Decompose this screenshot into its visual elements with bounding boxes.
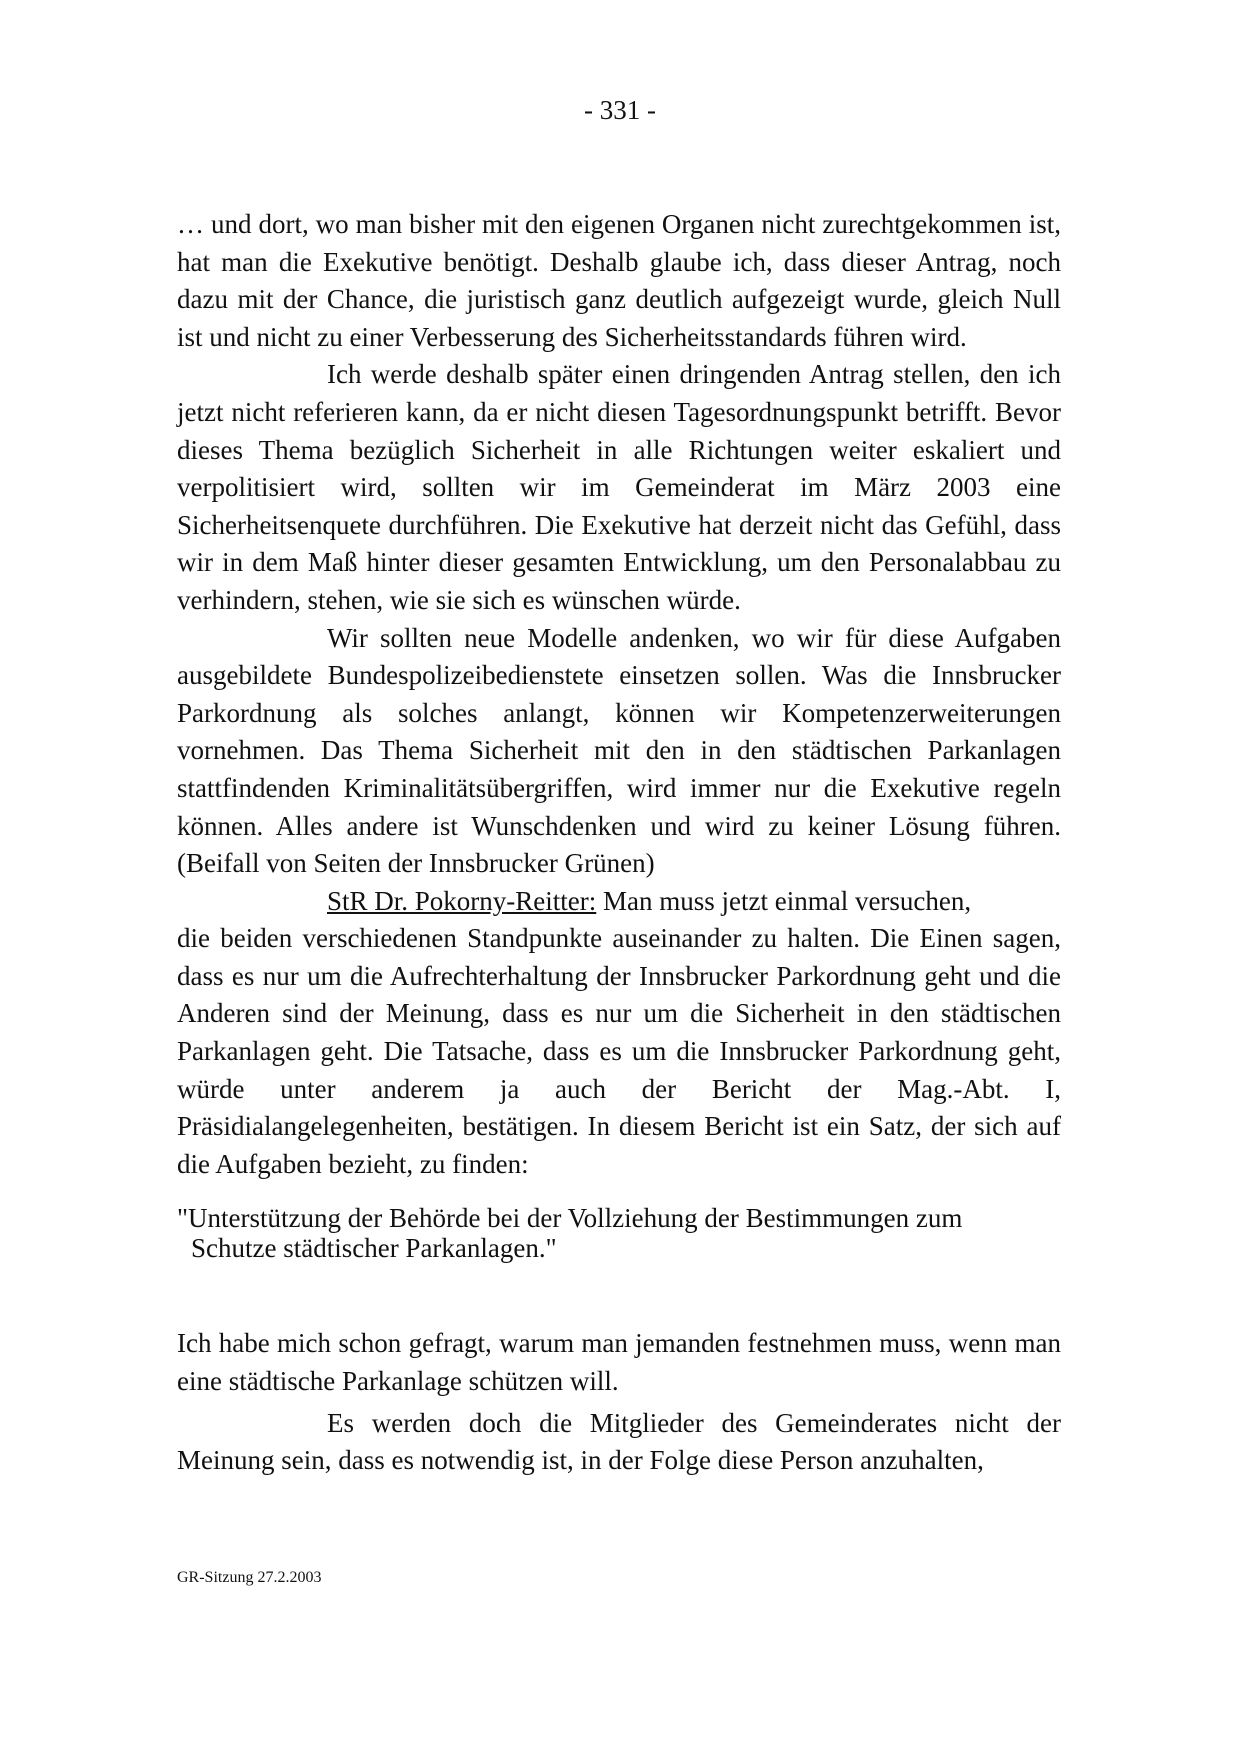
paragraph-1: … und dort, wo man bisher mit den eigenen Organen nicht zurechtgekommen ist, hat man die Exekutive benötigt. Deshalb glaube ich, dass dieser Antrag, noch dazu mit der Chance, die juristisch ganz deutlich aufgezeigt wurde, gleich Null ist und nicht zu einer Verbesserung des Sicherheitsstandards führen wird. [177, 209, 1061, 352]
paragraph-6: Es werden doch die Mitglieder des Gemeinderates nicht der Meinung sein, dass es notwendig ist, in der Folge diese Person anzuhalten, [177, 1407, 1061, 1476]
speaker-first-line: Man muss jetzt einmal versuchen, [596, 885, 972, 916]
quotation-line-1: "Unterstützung der Behörde bei der Vollziehung der Bestimmungen zum [177, 1203, 963, 1234]
speaker-name: StR Dr. Pokorny-Reitter: [327, 885, 597, 916]
quotation-line-2: Schutze städtischer Parkanlagen." [191, 1233, 557, 1264]
paragraph-3: Wir sollten neue Modelle andenken, wo wir für diese Aufgaben ausgebildete Bundespolizeibedienstete einsetzen sollen. Was die Innsbrucker Parkordnung als solches anlangt, können wir Kompetenzerweiterungen vornehmen. Das Thema Sicherheit mit den in den städtischen Parkanlagen stattfindenden Kriminalitätsübergriffen, wird immer nur die Exekutive regeln können. Alles andere ist Wunschdenken und wird zu keiner Lösung führen. (Beifall von Seiten der Innsbrucker Grünen) [177, 622, 1061, 879]
quotation [177, 1203, 1061, 1263]
paragraph-2: Ich werde deshalb später einen dringenden Antrag stellen, den ich jetzt nicht referieren kann, da er nicht diesen Tagesordnungspunkt betrifft. Bevor dieses Thema bezüglich Sicherheit in alle Richtungen weiter eskaliert und verpolitisiert wird, sollten wir im Gemeinderat im März 2003 eine Sicherheitsenquete durchführen. Die Exekutive hat derzeit nicht das Gefühl, dass wir in dem Maß hinter dieser gesamten Entwicklung, um den Personalabbau zu verhindern, stehen, wie sie sich es wünschen würde. [177, 359, 1061, 615]
paragraph-4: die beiden verschiedenen Standpunkte auseinander zu halten. Die Einen sagen, dass es nur um die Aufrechterhaltung der Innsbrucker Parkordnung geht und die Anderen sind der Meinung, dass es nur um die Sicherheit in den städtischen Parkanlagen geht. Die Tatsache, dass es um die Innsbrucker Parkordnung geht, würde unter anderem ja auch der Bericht der Mag.-Abt. I, Präsidialangelegenheiten, bestätigen. In diesem Bericht ist ein Satz, der sich auf die Aufgaben bezieht, zu finden: [177, 923, 1061, 1179]
speaker-paragraph [177, 883, 1061, 921]
paragraph-5: Ich habe mich schon gefragt, warum man jemanden festnehmen muss, wenn man eine städtische Parkanlage schützen will. [177, 1328, 1061, 1397]
page-number: - 331 - [584, 95, 656, 125]
document-body [177, 206, 1061, 1480]
page-footer: GR-Sitzung 27.2.2003 [177, 1569, 322, 1586]
